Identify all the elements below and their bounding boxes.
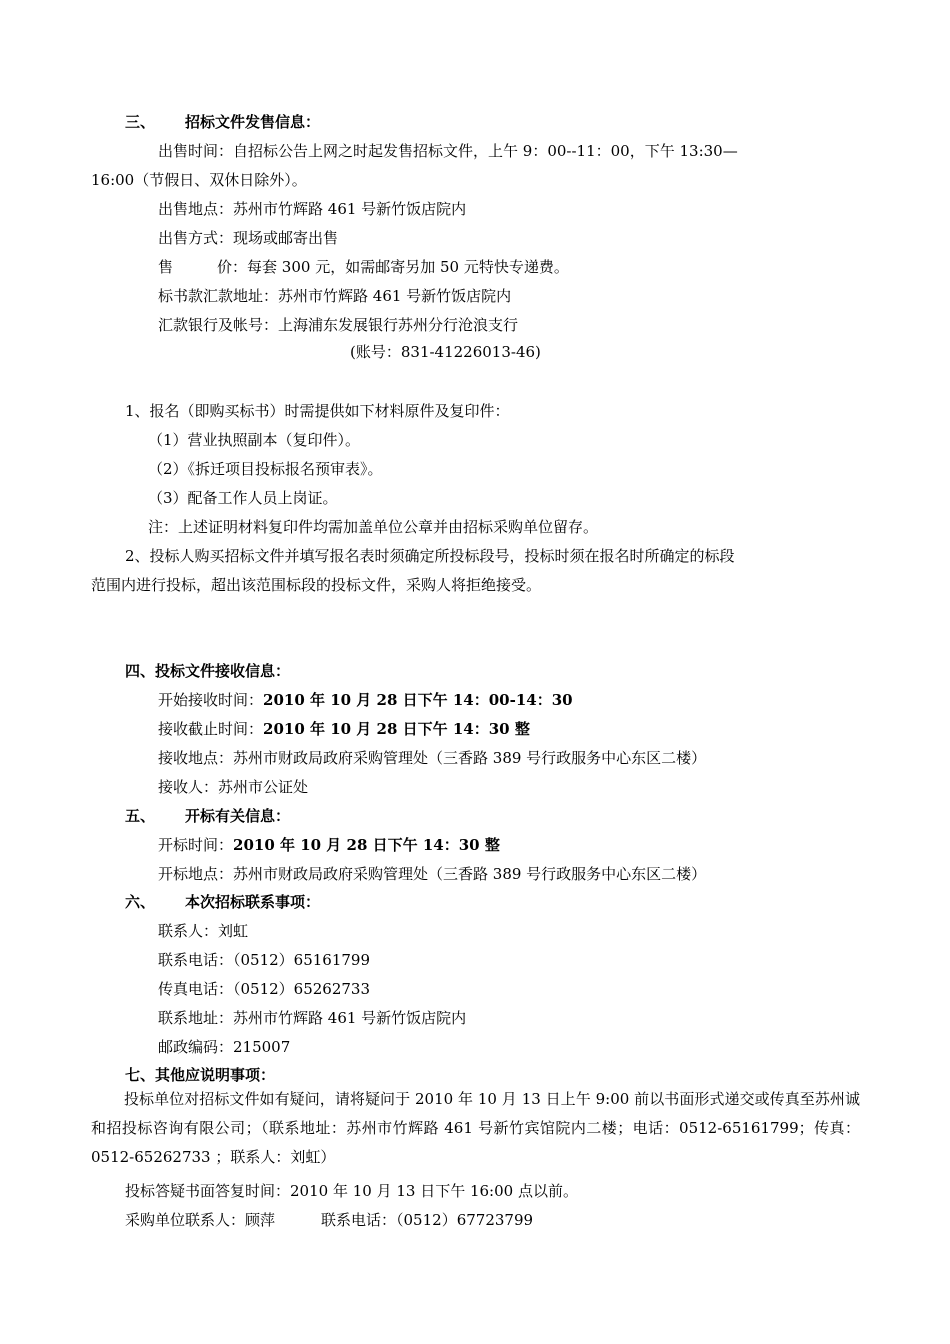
receive-place: 接收地点：苏州市财政局政府采购管理处（三香路 389 号行政服务中心东区二楼） — [158, 749, 707, 767]
section-7-paragraph: 投标单位对招标文件如有疑问，请将疑问于 2010 年 10 月 13 日上午 9:00 前以书面形式递交或传真至苏州诚和招投标咨询有限公司；（联系地址：苏州市竹辉路 461 号新竹宾馆院内二楼；电话：0512-65161799；传真：0512-65262733 ；联系人：刘虹） — [91, 1090, 860, 1166]
section-3-heading: 三、 招标文件发售信息： — [125, 113, 321, 131]
contact-phone: 联系电话：（0512）65161799 — [158, 951, 371, 969]
reg-item-1: 1、报名（即购买标书）时需提供如下材料原件及复印件： — [125, 402, 510, 420]
receiver: 接收人：苏州市公证处 — [158, 778, 309, 796]
sale-time-line1: 出售时间：自招标公告上网之时起发售招标文件，上午 9：00--11：00，下午 13:30— — [158, 142, 738, 160]
contact-person: 联系人：刘虹 — [158, 922, 249, 940]
section-6-heading: 六、 本次招标联系事项： — [125, 893, 321, 911]
remit-address: 标书款汇款地址：苏州市竹辉路 461 号新竹饭店院内 — [158, 287, 512, 305]
opening-time: 开标时间：2010 年 10 月 28 日下午 14：30 整 — [158, 836, 500, 854]
sale-time-line2: 16:00（节假日、双休日除外）。 — [91, 171, 307, 189]
section-5-heading: 五、 开标有关信息： — [125, 807, 291, 825]
sale-place: 出售地点：苏州市竹辉路 461 号新竹饭店院内 — [158, 200, 467, 218]
buyer-contact-line: 采购单位联系人：顾萍 联系电话：（0512）67723799 — [125, 1211, 534, 1229]
bank-account-label: 汇款银行及帐号：上海浦东发展银行苏州分行沧浪支行 — [158, 316, 519, 334]
section-4-heading: 四、投标文件接收信息： — [125, 662, 291, 680]
account-number: (账号：831-41226013-46) — [350, 343, 541, 361]
reply-time: 投标答疑书面答复时间：2010 年 10 月 13 日下午 16:00 点以前。 — [125, 1182, 578, 1200]
reg-item-2-line2: 范围内进行投标，超出该范围标段的投标文件，采购人将拒绝接受。 — [91, 576, 542, 594]
price-line: 售 价：每套 300 元，如需邮寄另加 50 元特快专递费。 — [158, 258, 569, 276]
reg-sub-1: （1）营业执照副本（复印件）。 — [148, 431, 361, 449]
receive-start: 开始接收时间：2010 年 10 月 28 日下午 14：00-14：30 — [158, 691, 573, 709]
section-7-heading: 七、其他应说明事项： — [125, 1066, 276, 1084]
receive-deadline: 接收截止时间：2010 年 10 月 28 日下午 14：30 整 — [158, 720, 530, 738]
contact-postcode: 邮政编码：215007 — [158, 1038, 291, 1056]
contact-fax: 传真电话：（0512）65262733 — [158, 980, 371, 998]
sale-method: 出售方式：现场或邮寄出售 — [158, 229, 339, 247]
reg-sub-2: （2）《拆迁项目投标报名预审表》。 — [148, 460, 383, 478]
reg-sub-3: （3）配备工作人员上岗证。 — [148, 489, 338, 507]
opening-place: 开标地点：苏州市财政局政府采购管理处（三香路 389 号行政服务中心东区二楼） — [158, 865, 707, 883]
reg-note: 注：上述证明材料复印件均需加盖单位公章并由招标采购单位留存。 — [148, 518, 599, 536]
reg-item-2-line1: 2、投标人购买招标文件并填写报名表时须确定所投标段号，投标时须在报名时所确定的标段 — [125, 547, 735, 565]
contact-address: 联系地址：苏州市竹辉路 461 号新竹饭店院内 — [158, 1009, 467, 1027]
